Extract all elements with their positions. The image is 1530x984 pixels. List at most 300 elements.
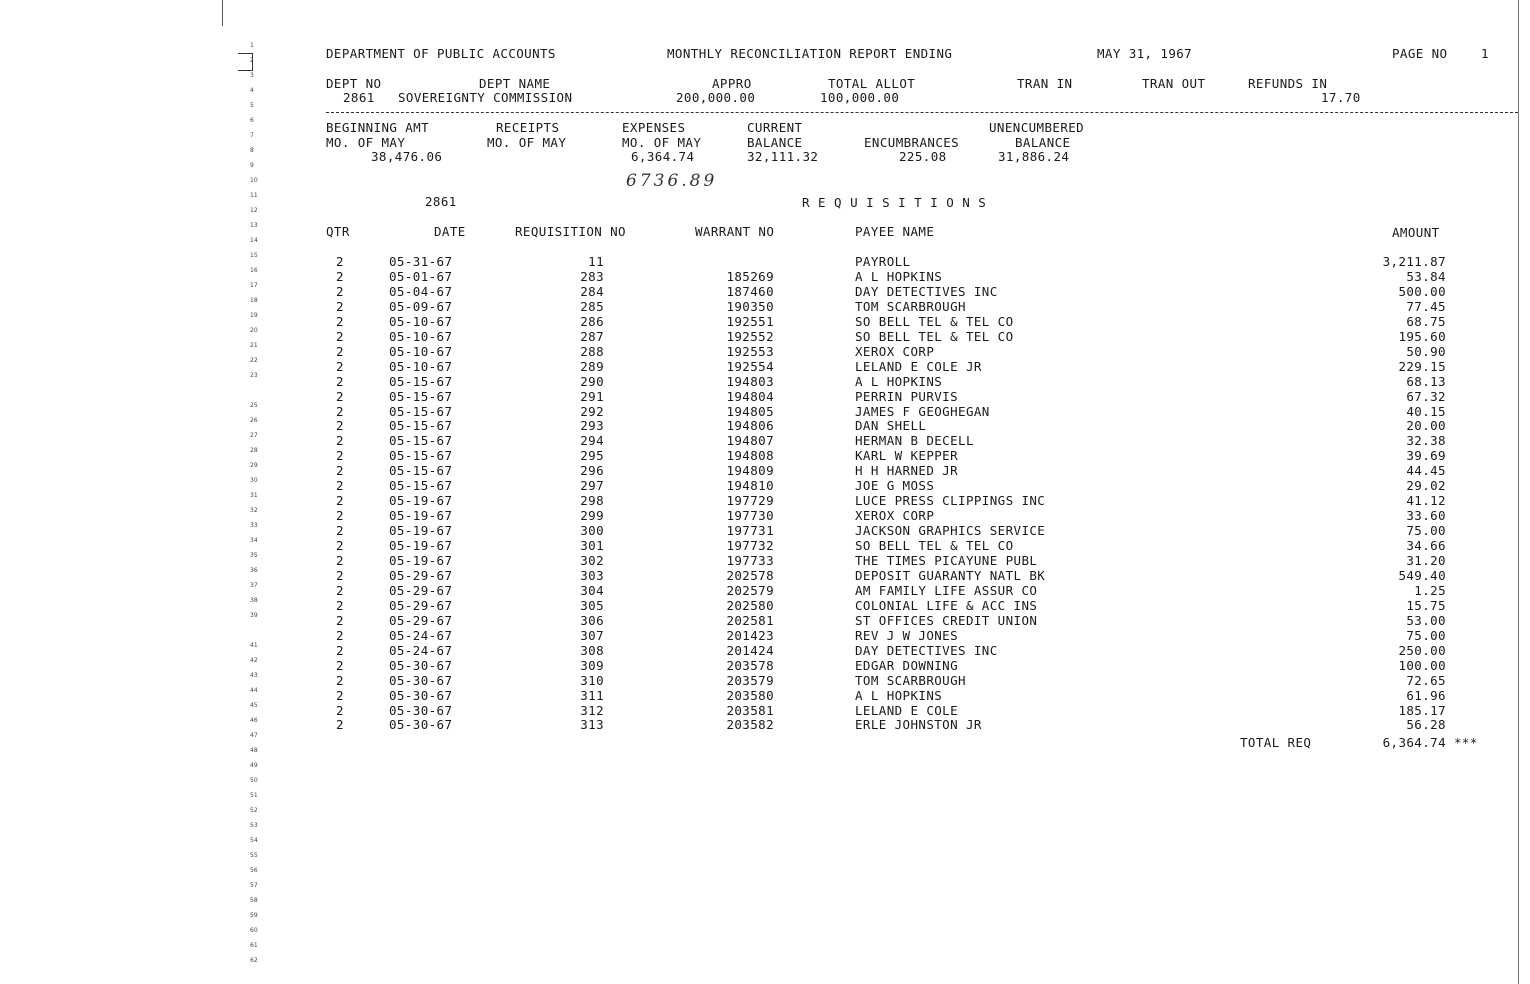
cell-date: 05-15-67 [389,388,453,404]
cell-amount: 53.84 [1406,268,1446,284]
col-payee-name: PAYEE NAME [855,224,935,239]
cell-qtr: 2 [336,358,344,374]
value-unencumbered-balance: 31,886.24 [998,149,1070,164]
cell-amount: 185.17 [1398,702,1446,718]
cell-qtr: 2 [336,448,344,464]
cell-payee-name: TOM SCARBROUGH [855,298,966,314]
cell-payee-name: HERMAN B DECELL [855,433,974,449]
cell-warrant-no: 192554 [726,358,774,374]
total-value: 6,364.74 [1382,735,1446,750]
label-dept-no: DEPT NO [326,76,382,91]
cell-warrant-no: 197729 [726,493,774,509]
total-label: TOTAL REQ [1240,735,1312,750]
cell-payee-name: A L HOPKINS [855,268,943,284]
cell-amount: 34.66 [1406,538,1446,554]
cell-warrant-no: 202579 [726,582,774,598]
table-row [0,553,1530,568]
margin-line-number: 34 [250,537,258,544]
cell-requisition-no: 11 [588,254,604,269]
cell-date: 05-19-67 [389,538,453,554]
label-tran-out: TRAN OUT [1142,76,1206,91]
cell-qtr: 2 [336,642,344,658]
margin-line-number: 56 [250,867,258,874]
cell-amount: 68.75 [1406,313,1446,329]
cell-payee-name: PAYROLL [855,254,911,269]
cell-amount: 67.32 [1406,388,1446,404]
cell-amount: 56.28 [1406,717,1446,733]
cell-date: 05-29-67 [389,612,453,628]
margin-line-number: 6 [250,117,254,124]
cell-amount: 549.40 [1398,567,1446,583]
margin-line-number: 19 [250,312,258,319]
cell-requisition-no: 291 [580,388,604,404]
cell-qtr: 2 [336,687,344,703]
table-row [0,703,1530,718]
cell-requisition-no: 286 [580,313,604,329]
cell-amount: 61.96 [1406,687,1446,703]
col-qtr: QTR [326,224,350,239]
margin-line-number: 12 [250,207,258,214]
cell-date: 05-10-67 [389,343,453,359]
margin-line-number: 52 [250,807,258,814]
margin-line-number: 21 [250,342,258,349]
cell-requisition-no: 289 [580,358,604,374]
cell-amount: 53.00 [1406,612,1446,628]
cell-requisition-no: 305 [580,597,604,613]
cell-warrant-no: 194806 [726,418,774,434]
cell-qtr: 2 [336,373,344,389]
value-encumbrances: 225.08 [899,149,947,164]
cell-qtr: 2 [336,702,344,718]
cell-payee-name: DAY DETECTIVES INC [855,283,998,299]
margin-line-number: 54 [250,837,258,844]
cell-qtr: 2 [336,418,344,434]
cell-payee-name: DAY DETECTIVES INC [855,642,998,658]
value-expenses: 6,364.74 [631,149,695,164]
cell-requisition-no: 285 [580,298,604,314]
margin-line-number: 23 [250,372,258,379]
table-row [0,433,1530,448]
margin-line-number: 48 [250,747,258,754]
cell-warrant-no: 194805 [726,403,774,419]
cell-amount: 39.69 [1406,448,1446,464]
cell-requisition-no: 304 [580,582,604,598]
margin-line-number: 20 [250,327,258,334]
cell-amount: 195.60 [1398,328,1446,344]
cell-date: 05-31-67 [389,254,453,269]
label-total-allot: TOTAL ALLOT [828,76,916,91]
cell-warrant-no: 194804 [726,388,774,404]
cell-requisition-no: 293 [580,418,604,434]
cell-date: 05-15-67 [389,418,453,434]
cell-payee-name: A L HOPKINS [855,687,943,703]
cell-warrant-no: 194807 [726,433,774,449]
cell-payee-name: TOM SCARBROUGH [855,672,966,688]
cell-amount: 32.38 [1406,433,1446,449]
cell-payee-name: DEPOSIT GUARANTY NATL BK [855,567,1046,583]
margin-line-number: 47 [250,732,258,739]
margin-line-number: 4 [250,87,254,94]
requisitions-title: REQUISITIONS [802,195,995,210]
cell-qtr: 2 [336,268,344,284]
cell-qtr: 2 [336,582,344,598]
margin-line-number: 8 [250,147,254,154]
cell-warrant-no: 203578 [726,657,774,673]
cell-date: 05-10-67 [389,313,453,329]
table-row [0,643,1530,658]
cell-payee-name: JOE G MOSS [855,478,935,494]
label-encumbrances: ENCUMBRANCES [864,135,960,150]
cell-warrant-no: 203580 [726,687,774,703]
cell-qtr: 2 [336,254,344,269]
page-number: 1 [1481,46,1489,61]
cell-amount: 31.20 [1406,553,1446,568]
cell-date: 05-10-67 [389,328,453,344]
table-row [0,254,1530,269]
table-row [0,404,1530,419]
margin-line-number: 7 [250,132,254,139]
cell-date: 05-15-67 [389,478,453,494]
page-label: PAGE NO [1392,46,1448,61]
cell-warrant-no: 202578 [726,567,774,583]
cell-warrant-no: 201424 [726,642,774,658]
cell-payee-name: ERLE JOHNSTON JR [855,717,982,733]
label-receipts-2: MO. OF MAY [487,135,567,150]
cell-qtr: 2 [336,343,344,359]
cell-date: 05-15-67 [389,448,453,464]
cell-date: 05-19-67 [389,508,453,524]
cell-requisition-no: 309 [580,657,604,673]
label-appro: APPRO [712,76,752,91]
margin-line-number: 13 [250,222,258,229]
label-current-1: CURRENT [747,120,803,135]
cell-requisition-no: 297 [580,478,604,494]
cell-payee-name: SO BELL TEL & TEL CO [855,328,1014,344]
table-row [0,628,1530,643]
cell-warrant-no: 203579 [726,672,774,688]
cell-warrant-no: 203581 [726,702,774,718]
table-row [0,344,1530,359]
dashed-divider [326,112,1518,113]
cell-qtr: 2 [336,388,344,404]
table-row [0,523,1530,538]
margin-line-number: 35 [250,552,258,559]
table-row [0,418,1530,433]
cell-warrant-no: 202581 [726,612,774,628]
cell-amount: 250.00 [1398,642,1446,658]
table-row [0,583,1530,598]
cell-qtr: 2 [336,523,344,539]
label-tran-in: TRAN IN [1017,76,1073,91]
cell-payee-name: LUCE PRESS CLIPPINGS INC [855,493,1046,509]
cell-requisition-no: 284 [580,283,604,299]
cell-payee-name: COLONIAL LIFE & ACC INS [855,597,1038,613]
cell-date: 05-15-67 [389,433,453,449]
margin-line-number: 61 [250,942,258,949]
cell-date: 05-19-67 [389,523,453,539]
margin-line-number: 62 [250,957,258,964]
margin-line-number: 27 [250,432,258,439]
cell-date: 05-15-67 [389,373,453,389]
cell-amount: 75.00 [1406,627,1446,643]
cell-date: 05-29-67 [389,582,453,598]
cell-amount: 1.25 [1414,582,1446,598]
cell-warrant-no: 185269 [726,268,774,284]
margin-line-number: 58 [250,897,258,904]
cell-warrant-no: 194809 [726,463,774,479]
cell-date: 05-30-67 [389,702,453,718]
cell-warrant-no: 192552 [726,328,774,344]
cell-qtr: 2 [336,298,344,314]
cell-amount: 33.60 [1406,508,1446,524]
margin-line-number: 30 [250,477,258,484]
table-row [0,538,1530,553]
cell-qtr: 2 [336,553,344,568]
cell-requisition-no: 313 [580,717,604,733]
cell-qtr: 2 [336,597,344,613]
cell-amount: 40.15 [1406,403,1446,419]
cell-requisition-no: 292 [580,403,604,419]
label-dept-name: DEPT NAME [479,76,551,91]
cell-requisition-no: 301 [580,538,604,554]
value-current-balance: 32,111.32 [747,149,819,164]
cell-amount: 75.00 [1406,523,1446,539]
value-dept-name: SOVEREIGNTY COMMISSION [398,90,573,105]
label-expenses-2: MO. OF MAY [622,135,702,150]
cell-date: 05-01-67 [389,268,453,284]
cell-requisition-no: 290 [580,373,604,389]
cell-warrant-no: 201423 [726,627,774,643]
label-unencumbered-2: BALANCE [1015,135,1071,150]
cell-qtr: 2 [336,403,344,419]
margin-line-number: 1 [250,42,254,49]
cell-requisition-no: 288 [580,343,604,359]
cell-date: 05-09-67 [389,298,453,314]
margin-line-number: 45 [250,702,258,709]
cell-payee-name: ST OFFICES CREDIT UNION [855,612,1038,628]
cell-payee-name: XEROX CORP [855,508,935,524]
cell-requisition-no: 308 [580,642,604,658]
total-marker: *** [1454,735,1478,750]
cell-amount: 50.90 [1406,343,1446,359]
table-row [0,508,1530,523]
table-row [0,269,1530,284]
label-expenses-1: EXPENSES [622,120,686,135]
margin-line-number: 2 [250,57,254,64]
label-unencumbered-1: UNENCUMBERED [989,120,1085,135]
cell-date: 05-10-67 [389,358,453,374]
cell-amount: 500.00 [1398,283,1446,299]
table-row [0,448,1530,463]
cell-date: 05-30-67 [389,657,453,673]
margin-line-number: 31 [250,492,258,499]
margin-line-number: 16 [250,267,258,274]
cell-date: 05-19-67 [389,553,453,568]
table-row [0,284,1530,299]
margin-line-number: 53 [250,822,258,829]
cell-requisition-no: 287 [580,328,604,344]
margin-line-number: 28 [250,447,258,454]
value-dept-no: 2861 [343,90,375,105]
margin-line-number: 59 [250,912,258,919]
table-row [0,463,1530,478]
cell-date: 05-30-67 [389,672,453,688]
cell-requisition-no: 296 [580,463,604,479]
margin-line-number: 50 [250,777,258,784]
cell-amount: 15.75 [1406,597,1446,613]
cell-qtr: 2 [336,508,344,524]
cell-warrant-no: 197732 [726,538,774,554]
cell-qtr: 2 [336,283,344,299]
cell-requisition-no: 307 [580,627,604,643]
margin-line-number: 41 [250,642,258,649]
cell-requisition-no: 299 [580,508,604,524]
margin-line-number: 36 [250,567,258,574]
cell-warrant-no: 197730 [726,508,774,524]
cell-requisition-no: 294 [580,433,604,449]
cell-warrant-no: 197733 [726,553,774,568]
col-warrant-no: WARRANT NO [695,224,775,239]
cell-requisition-no: 283 [580,268,604,284]
cell-date: 05-29-67 [389,567,453,583]
cell-warrant-no: 190350 [726,298,774,314]
cell-amount: 100.00 [1398,657,1446,673]
margin-line-number: 37 [250,582,258,589]
col-amount: AMOUNT [1392,225,1440,240]
table-row [0,658,1530,673]
margin-line-number: 25 [250,402,258,409]
cell-amount: 41.12 [1406,493,1446,509]
margin-line-number: 26 [250,417,258,424]
label-beginning-1: BEGINNING AMT [326,120,430,135]
margin-line-number: 29 [250,462,258,469]
cell-payee-name: AM FAMILY LIFE ASSUR CO [855,582,1038,598]
table-row [0,598,1530,613]
cell-qtr: 2 [336,328,344,344]
cell-amount: 20.00 [1406,418,1446,434]
cell-payee-name: H H HARNED JR [855,463,959,479]
value-refunds-in: 17.70 [1321,90,1361,105]
cell-payee-name: LELAND E COLE [855,702,959,718]
cell-requisition-no: 306 [580,612,604,628]
cell-warrant-no: 187460 [726,283,774,299]
table-row [0,389,1530,404]
cell-amount: 72.65 [1406,672,1446,688]
cell-payee-name: PERRIN PURVIS [855,388,959,404]
cell-amount: 3,211.87 [1382,254,1446,269]
cell-date: 05-19-67 [389,493,453,509]
cell-warrant-no: 194810 [726,478,774,494]
handwritten-note: 6736.89 [626,171,718,191]
cell-date: 05-30-67 [389,717,453,733]
margin-line-number: 3 [250,72,254,79]
value-beginning: 38,476.06 [371,149,443,164]
label-current-2: BALANCE [747,135,803,150]
cell-warrant-no: 192551 [726,313,774,329]
cell-payee-name: SO BELL TEL & TEL CO [855,313,1014,329]
cell-warrant-no: 197731 [726,523,774,539]
cell-requisition-no: 295 [580,448,604,464]
cell-payee-name: LELAND E COLE JR [855,358,982,374]
table-row [0,717,1530,732]
table-row [0,329,1530,344]
department-title: DEPARTMENT OF PUBLIC ACCOUNTS [326,46,556,61]
table-row [0,478,1530,493]
scan-edge-left [222,0,223,26]
col-date: DATE [434,224,466,239]
table-row [0,673,1530,688]
margin-line-number: 18 [250,297,258,304]
cell-requisition-no: 312 [580,702,604,718]
value-appro: 200,000.00 [676,90,756,105]
cell-amount: 44.45 [1406,463,1446,479]
cell-qtr: 2 [336,567,344,583]
cell-qtr: 2 [336,313,344,329]
cell-warrant-no: 192553 [726,343,774,359]
margin-line-number: 51 [250,792,258,799]
margin-line-number: 38 [250,597,258,604]
table-row [0,493,1530,508]
cell-qtr: 2 [336,478,344,494]
table-row [0,299,1530,314]
label-refunds-in: REFUNDS IN [1248,76,1328,91]
cell-qtr: 2 [336,717,344,733]
cell-requisition-no: 302 [580,553,604,568]
cell-payee-name: JAMES F GEOGHEGAN [855,403,990,419]
cell-requisition-no: 303 [580,567,604,583]
label-receipts-1: RECEIPTS [496,120,560,135]
margin-line-number: 44 [250,687,258,694]
cell-payee-name: THE TIMES PICAYUNE PUBL [855,553,1038,568]
margin-line-number: 60 [250,927,258,934]
margin-line-number: 42 [250,657,258,664]
cell-warrant-no: 202580 [726,597,774,613]
cell-qtr: 2 [336,612,344,628]
table-row [0,568,1530,583]
cell-qtr: 2 [336,627,344,643]
cell-payee-name: REV J W JONES [855,627,959,643]
margin-line-number: 49 [250,762,258,769]
cell-qtr: 2 [336,433,344,449]
cell-payee-name: EDGAR DOWNING [855,657,959,673]
margin-line-number: 43 [250,672,258,679]
report-title: MONTHLY RECONCILIATION REPORT ENDING [667,46,953,61]
margin-line-number: 15 [250,252,258,259]
margin-line-number: 14 [250,237,258,244]
table-row [0,374,1530,389]
cell-date: 05-29-67 [389,597,453,613]
cell-qtr: 2 [336,463,344,479]
margin-line-number: 5 [250,102,254,109]
cell-qtr: 2 [336,493,344,509]
cell-warrant-no: 194808 [726,448,774,464]
cell-qtr: 2 [336,672,344,688]
col-requisition-no: REQUISITION NO [515,224,626,239]
margin-line-number: 55 [250,852,258,859]
margin-line-number: 33 [250,522,258,529]
label-beginning-2: MO. OF MAY [326,135,406,150]
cell-payee-name: DAN SHELL [855,418,927,434]
cell-date: 05-24-67 [389,642,453,658]
value-total-allot: 100,000.00 [820,90,900,105]
requisitions-dept-no: 2861 [425,194,457,209]
cell-date: 05-04-67 [389,283,453,299]
cell-warrant-no: 194803 [726,373,774,389]
table-row [0,688,1530,703]
margin-line-number: 11 [250,192,258,199]
cell-payee-name: JACKSON GRAPHICS SERVICE [855,523,1046,539]
cell-requisition-no: 300 [580,523,604,539]
